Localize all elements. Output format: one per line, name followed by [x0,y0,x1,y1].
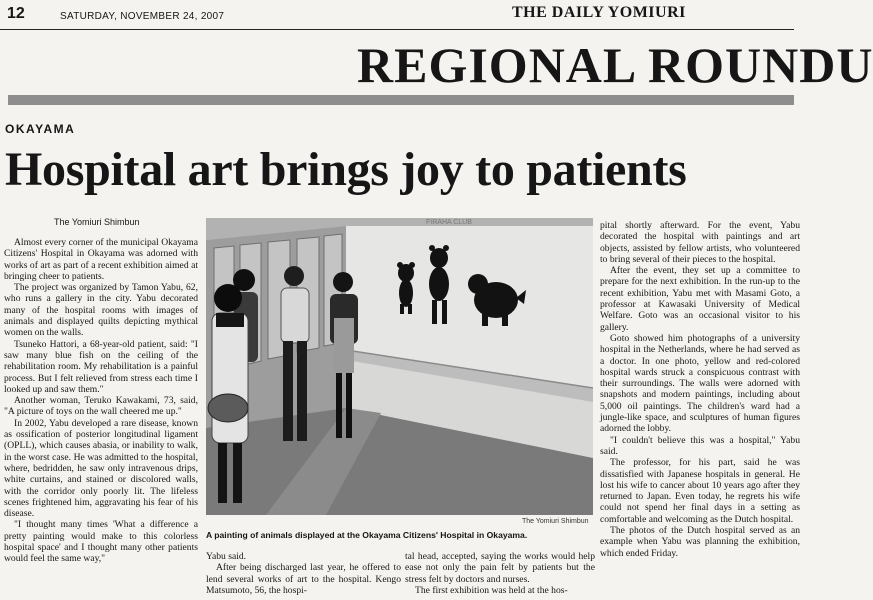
section-title: REGIONAL ROUNDU [357,37,873,93]
paragraph: "I couldn't believe this was a hospital," Yabu said. [600,434,800,457]
headline: Hospital art brings joy to patients [5,143,687,196]
paragraph: Tsuneko Hattori, a 68-year-old patient, said: "I saw many blue fish on the ceiling of the rehabilitation room. My rehabilitation is a painful process. But I felt relieved from stress each time I looked up and saw them." [4,338,198,395]
article-column-2 [206,551,401,596]
paragraph: The project was organized by Tamon Yabu, 62, who runs a gallery in the city. Yabu decorated many of the hospital rooms with images of animals and displayed quilts depicting mythical women on the walls. [4,282,198,339]
paragraph: Another woman, Teruko Kawakami, 73, said, "A picture of toys on the wall cheered me up." [4,395,198,418]
article-column-3 [405,551,595,596]
issue-date: SATURDAY, NOVEMBER 24, 2007 [60,11,225,22]
paragraph: The professor, for his part, said he was dissatisfied with Japanese hospitals in general. He lost his wife to cancer about 10 years ago after they returned to Japan. Even today, he regrets his wife could not spend her final days in a setting as comfortable and welcoming as the Dutch hospital. [600,457,800,525]
masthead-rule [0,29,794,30]
paragraph: Goto showed him photographs of a university hospital in the Netherlands, where he had served as a doctor. In one photo, yellow and red-colored hospital wards struck a conspicuous contrast with their surroundings. The walls were adorned with snapshots and modern paintings, including about 5,000 oil paintings. The children's ward had a jungle-like space, and sculptures of human figures adorned the lobby. [600,332,800,435]
paragraph: tal head, accepted, saying the works would help ease not only the pain felt by patients but the stress felt by doctors and nurses. [405,551,595,585]
paragraph: Yabu said. [206,551,247,562]
paragraph: In 2002, Yabu developed a rare disease, known as ossification of posterior longitudinal ligament (OPLL), which causes abasia, or inability to walk, in the worst case. He was admitted to the hospital, where, bedridden, he saw only intravenous drips, white curtains, and stained or discolored walls, with the corridor only poorly lit. The lifeless scenes frightened him, aggravating his fear of his disease. [4,417,198,520]
paragraph: Almost every corner of the municipal Okayama Citizens' Hospital in Okayama was adorned with works of art as part of a recent exhibition aimed at bringing cheer to patients. [4,237,198,282]
paragraph: The photos of the Dutch hospital served as an example when Yabu was planning the exhibition, which ended Friday. [600,525,800,559]
photo-caption: A painting of animals displayed at the Okayama Citizens' Hospital in Okayama. [206,530,528,540]
byline: The Yomiuri Shimbun [54,217,140,227]
article-column-1 [4,237,198,565]
article-photo [206,218,593,515]
paragraph: "I thought many times 'What a difference a pretty painting would make to this colorless hospital space' and I thought many other patients would feel the same way," [4,519,198,565]
location-kicker: OKAYAMA [5,122,76,136]
paragraph: pital shortly afterward. For the event, Yabu decorated the hospital with paintings and art objects, assisted by fellow artists, who volunteered to bring several of their pieces to the hospital. [600,220,800,265]
section-divider [8,95,794,105]
wall-sign: FIRAHA CLUB [426,219,472,226]
paragraph: The first exhibition was held at the hos- [415,584,568,596]
page-number: 12 [7,5,25,22]
paragraph: After the event, they set up a committee to prepare for the next exhibition. In the run-up to the recent exhibition, Yabu met with Masami Goto, a professor at Kawasaki University of Medical Welfare. Goto was an occasional visitor to his gallery. [600,265,800,333]
newspaper-name: THE DAILY YOMIURI [512,4,686,21]
paragraph: After being discharged last year, he offered to lend several works of art to the hospital. Kengo Matsumoto, 56, the hospi- [206,562,401,596]
article-column-4 [600,220,800,559]
photo-credit: The Yomiuri Shimbun [522,518,589,525]
